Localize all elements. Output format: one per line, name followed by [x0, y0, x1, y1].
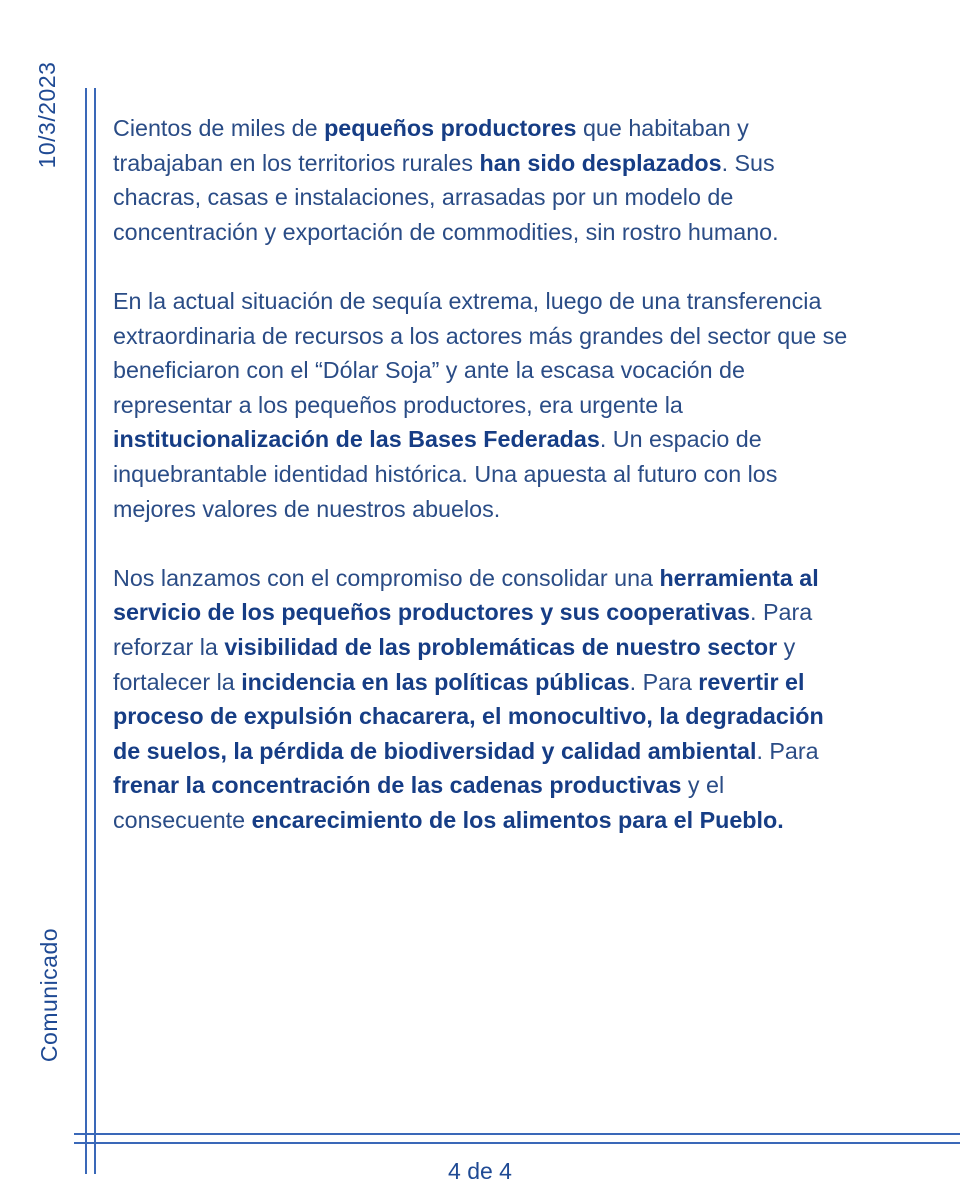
highlight: herramienta al servicio de los pequeños productores y sus cooperativas: [113, 564, 819, 626]
highlight: institucionalización de las Bases Federadas: [113, 426, 600, 453]
section-label: Comunicado: [36, 927, 62, 1063]
frame-horizontal-line-top: [74, 1133, 960, 1135]
highlight: visibilidad de las problemáticas de nuestro sector: [224, 633, 778, 660]
highlight: revertir el proceso de expulsión chacarera, el monocultivo, la degradación de suelos, la pérdida de biodiversidad y calidad ambiental: [113, 668, 824, 764]
highlight: pequeños productores: [324, 115, 577, 141]
frame-vertical-line-left: [85, 88, 87, 1174]
frame-horizontal-line-bottom: [74, 1142, 960, 1144]
highlight: incidencia en las políticas públicas: [241, 668, 630, 695]
paragraph-1: Cientos de miles de pequeños productores que habitaban y trabajaban en los territorios rurales han sido desplazados. Sus chacras, casas e instalaciones, arrasadas por un modelo de concentración y exportación de commodities, sin rostro humano.: [113, 115, 779, 245]
highlight: frenar la concentración de las cadenas productivas: [113, 772, 682, 799]
highlight: han sido desplazados: [479, 149, 722, 176]
paragraph-3: Nos lanzamos con el compromiso de consolidar una herramienta al servicio de los pequeños productores y sus cooperativas. Para reforzar la visibilidad de las problemáticas de nuestro sector y fortalecer la incidencia en las políticas públicas. Para revertir el proceso de expulsión chacarera, el monocultivo, la degradación de suelos, la pérdida de biodiversidad y calidad ambiental. Para frenar la concentración de las cadenas productivas y el consecuente encarecimiento de los alimentos para el Pueblo.: [113, 564, 824, 833]
page-number: 4 de 4: [448, 1158, 512, 1184]
frame-vertical-line-right: [94, 88, 96, 1174]
paragraph-2: En la actual situación de sequía extrema, luego de una transferencia extraordinaria de recursos a los actores más grandes del sector que se beneficiaron con el “Dólar Soja” y ante la escasa vocación de representar a los pequeños productores, era urgente la institucionalización de las Bases Federadas. Un espacio de inquebrantable identidad histórica. Una apuesta al futuro con los mejores valores de nuestros abuelos.: [113, 287, 848, 522]
date-label: 10/3/2023: [34, 61, 60, 169]
body-text: [113, 111, 853, 872]
highlight: encarecimiento de los alimentos para el Pueblo.: [251, 806, 784, 833]
